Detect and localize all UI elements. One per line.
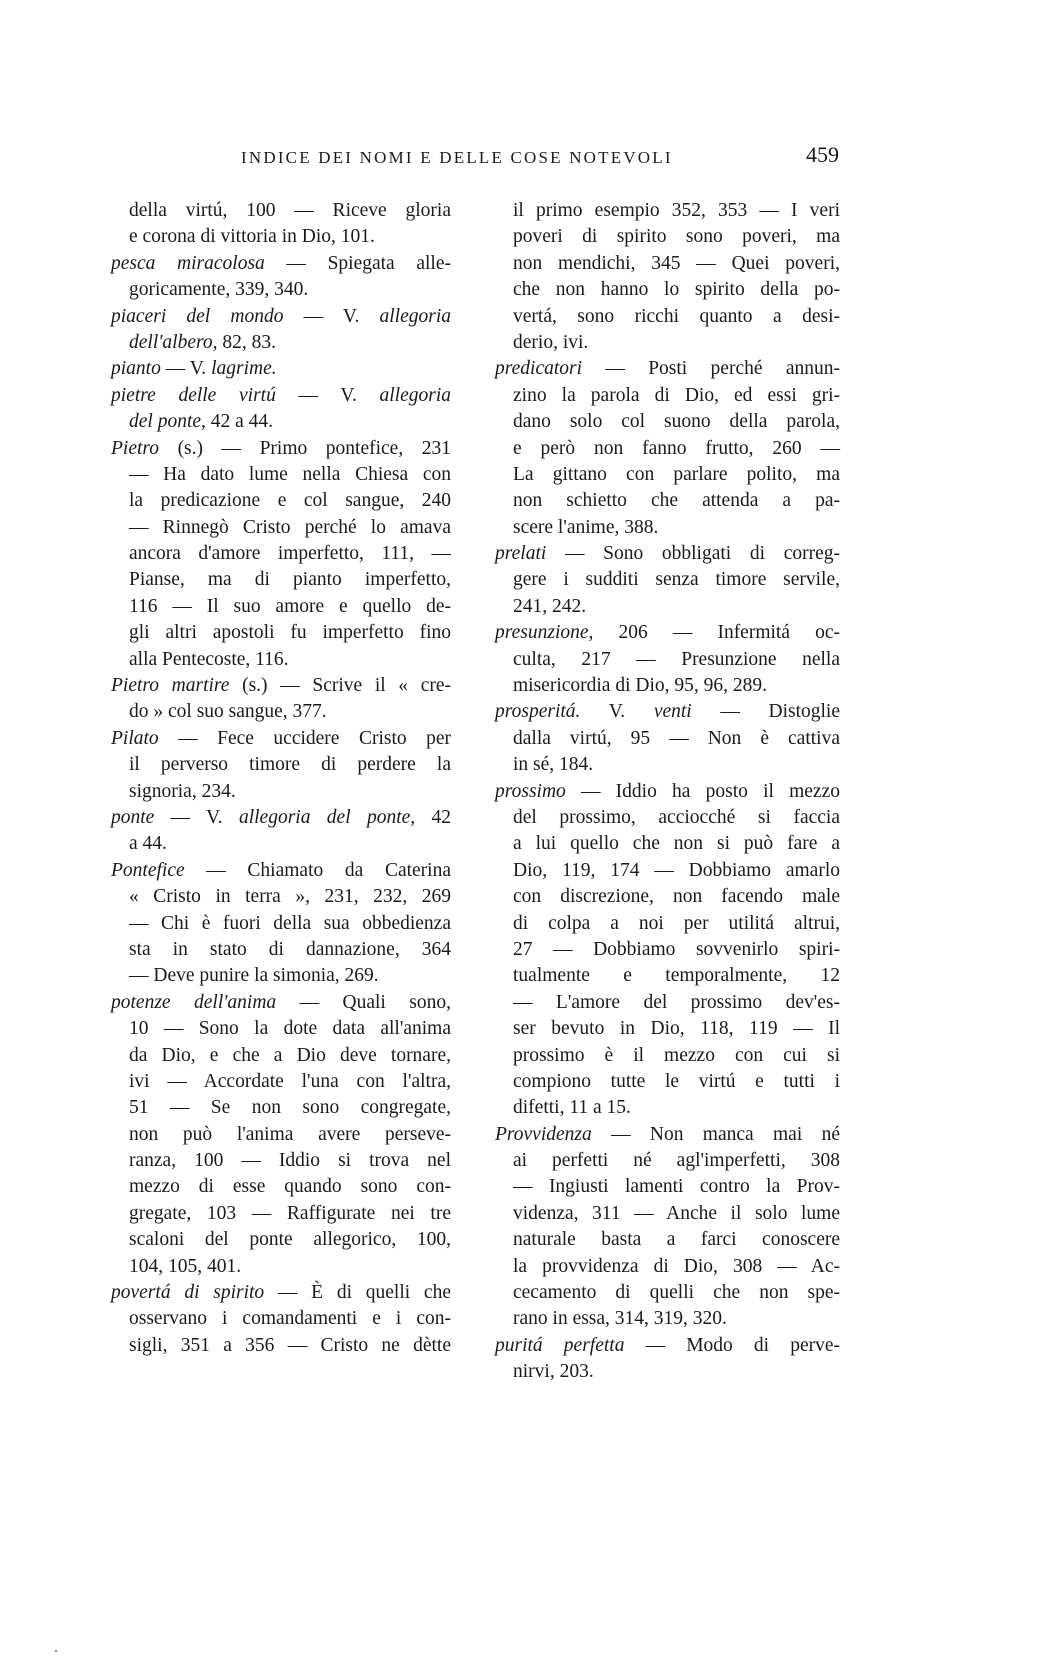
index-line bbox=[495, 937, 840, 963]
index-text: gli altri apostoli fu imperfetto fino bbox=[129, 622, 451, 644]
index-entry-line bbox=[111, 673, 451, 699]
index-line bbox=[111, 1306, 451, 1332]
index-term: dell'albero, bbox=[129, 331, 218, 353]
index-text: dano solo col suono della parola, bbox=[513, 411, 840, 433]
index-line bbox=[111, 541, 451, 567]
index-entry-line bbox=[495, 1122, 840, 1148]
index-line bbox=[111, 937, 451, 963]
index-term: Pilato bbox=[111, 727, 159, 749]
index-entry-line bbox=[111, 251, 451, 277]
index-term: Provvidenza bbox=[495, 1123, 592, 1145]
index-line bbox=[111, 1095, 451, 1121]
index-text: ser bevuto in Dio, 118, 119 — Il bbox=[513, 1018, 840, 1040]
index-text: naturale basta a farci conoscere bbox=[513, 1229, 840, 1251]
index-text: non mendichi, 345 — Quei poveri, bbox=[513, 252, 840, 274]
index-line bbox=[495, 224, 840, 250]
index-line bbox=[111, 1016, 451, 1042]
index-line bbox=[495, 304, 840, 330]
index-entry-line bbox=[495, 779, 840, 805]
index-entry-line bbox=[111, 383, 451, 409]
index-text: con discrezione, non facendo male bbox=[513, 886, 840, 908]
index-line bbox=[111, 752, 451, 778]
index-line bbox=[495, 831, 840, 857]
index-line bbox=[495, 726, 840, 752]
index-text: — Rinnegò Cristo perché lo amava bbox=[129, 516, 451, 538]
index-text: 241, 242. bbox=[513, 595, 587, 617]
index-text: della virtú, 100 — Riceve gloria bbox=[129, 200, 451, 221]
index-term: Pontefice bbox=[111, 859, 185, 881]
index-text: difetti, 11 a 15. bbox=[513, 1097, 631, 1119]
index-line bbox=[495, 911, 840, 937]
index-text: da Dio, e che a Dio deve tornare, bbox=[129, 1044, 451, 1066]
index-text: 27 — Dobbiamo sovvenirlo spiri- bbox=[513, 938, 840, 960]
index-text: — Spiegata alle- bbox=[264, 252, 451, 274]
index-term: del ponte, bbox=[129, 411, 206, 433]
index-entry-line bbox=[111, 805, 451, 831]
index-entry-line bbox=[111, 436, 451, 462]
index-text: misericordia di Dio, 95, 96, 289. bbox=[513, 675, 768, 697]
index-text: — Ingiusti lamenti contro la Prov- bbox=[513, 1176, 840, 1198]
index-text: vertá, sono ricchi quanto a desi- bbox=[513, 305, 840, 327]
index-term: prelati bbox=[495, 543, 547, 565]
index-line bbox=[495, 567, 840, 593]
index-text: poveri di spirito sono poveri, ma bbox=[513, 226, 840, 248]
index-line bbox=[495, 1174, 840, 1200]
index-text: — Posti perché annun- bbox=[582, 358, 840, 380]
index-term: lagrime. bbox=[211, 358, 277, 380]
index-text: in sé, 184. bbox=[513, 754, 594, 776]
index-text: non può l'anima avere perseve- bbox=[129, 1123, 451, 1145]
index-text: e però non fanno frutto, 260 — bbox=[513, 437, 840, 459]
index-text: — È di quelli che bbox=[264, 1282, 451, 1304]
index-column-right bbox=[495, 198, 840, 1386]
scan-speck bbox=[55, 1650, 57, 1652]
index-line bbox=[495, 1227, 840, 1253]
index-entry-line bbox=[495, 699, 840, 725]
index-text: prossimo è il mezzo con cui si bbox=[513, 1044, 840, 1066]
index-line bbox=[495, 990, 840, 1016]
index-line bbox=[111, 1333, 451, 1359]
index-term: piaceri del mondo bbox=[111, 305, 284, 327]
index-line bbox=[111, 1148, 451, 1174]
index-text: — V. bbox=[283, 305, 380, 327]
index-text: la provvidenza di Dio, 308 — Ac- bbox=[513, 1255, 840, 1277]
index-entry-line bbox=[111, 990, 451, 1016]
index-line bbox=[111, 567, 451, 593]
index-line bbox=[495, 330, 840, 356]
index-text: Pianse, ma di pianto imperfetto, bbox=[129, 569, 451, 591]
index-term: prosperitá. bbox=[495, 701, 581, 723]
index-text: culta, 217 — Presunzione nella bbox=[513, 648, 840, 670]
index-line bbox=[495, 1359, 840, 1385]
index-line bbox=[495, 1306, 840, 1332]
index-text: la predicazione e col sangue, 240 bbox=[129, 490, 451, 512]
index-text: — Distoglie bbox=[691, 701, 841, 723]
index-line bbox=[111, 1254, 451, 1280]
index-term: venti bbox=[653, 701, 692, 723]
index-term: pietre delle virtú bbox=[111, 384, 276, 406]
index-text: La gittano con parlare polito, ma bbox=[513, 463, 840, 485]
index-line bbox=[111, 911, 451, 937]
index-text: 10 — Sono la dote data all'anima bbox=[129, 1018, 451, 1040]
index-text: V. bbox=[580, 701, 654, 723]
index-line bbox=[495, 198, 840, 224]
index-text: mezzo di esse quando sono con- bbox=[129, 1176, 451, 1198]
index-text: il primo esempio 352, 353 — I veri bbox=[513, 200, 840, 221]
index-line bbox=[495, 805, 840, 831]
index-line bbox=[495, 594, 840, 620]
index-text: il perverso timore di perdere la bbox=[129, 754, 451, 776]
index-line bbox=[495, 1043, 840, 1069]
index-text: gregate, 103 — Raffigurate nei tre bbox=[129, 1202, 451, 1224]
index-text: videnza, 311 — Anche il solo lume bbox=[513, 1202, 840, 1224]
index-line bbox=[111, 963, 451, 989]
index-text: 42 a 44. bbox=[205, 411, 274, 433]
index-text: rano in essa, 314, 319, 320. bbox=[513, 1308, 727, 1330]
index-entry-line bbox=[495, 620, 840, 646]
index-text: nirvi, 203. bbox=[513, 1361, 594, 1383]
index-text: a 44. bbox=[129, 833, 167, 855]
index-text: — Non manca mai né bbox=[591, 1123, 840, 1145]
index-line bbox=[495, 673, 840, 699]
index-term: povertá di spirito bbox=[111, 1282, 265, 1304]
index-line bbox=[495, 963, 840, 989]
index-line bbox=[495, 436, 840, 462]
index-text: derio, ivi. bbox=[513, 331, 589, 353]
index-line bbox=[111, 462, 451, 488]
index-line bbox=[495, 1016, 840, 1042]
index-text: scere l'anime, 388. bbox=[513, 516, 659, 538]
index-text: zino la parola di Dio, ed essi gri- bbox=[513, 384, 840, 406]
index-text: 42 bbox=[415, 806, 451, 828]
page-number: 459 bbox=[806, 142, 839, 167]
index-line bbox=[495, 1148, 840, 1174]
index-text: « Cristo in terra », 231, 232, 269 bbox=[129, 886, 451, 908]
index-text: — Iddio ha posto il mezzo bbox=[565, 780, 840, 802]
index-term: potenze dell'anima bbox=[111, 991, 277, 1013]
index-line bbox=[495, 647, 840, 673]
index-text: 104, 105, 401. bbox=[129, 1255, 242, 1277]
index-text: (s.) — Primo pontefice, 231 bbox=[159, 437, 451, 459]
index-text: ai perfetti né agl'imperfetti, 308 bbox=[513, 1150, 840, 1172]
index-text: — V. bbox=[275, 384, 380, 406]
index-line bbox=[495, 1069, 840, 1095]
index-line bbox=[495, 858, 840, 884]
index-text: sigli, 351 a 356 — Cristo ne dètte bbox=[129, 1334, 451, 1356]
index-text: — Modo di perve- bbox=[624, 1334, 840, 1356]
index-line bbox=[495, 383, 840, 409]
index-text: — L'amore del prossimo dev'es- bbox=[513, 991, 840, 1013]
index-line bbox=[111, 594, 451, 620]
index-line bbox=[111, 1174, 451, 1200]
index-text: — Quali sono, bbox=[276, 991, 451, 1013]
index-text: che non hanno lo spirito della po- bbox=[513, 279, 840, 301]
index-line bbox=[111, 779, 451, 805]
index-text: gere i sudditi senza timore servile, bbox=[513, 569, 840, 591]
index-text: osservano i comandamenti e i con- bbox=[129, 1308, 451, 1330]
index-line bbox=[495, 1280, 840, 1306]
index-text: sta in stato di dannazione, 364 bbox=[129, 938, 451, 960]
index-text: ranza, 100 — Iddio si trova nel bbox=[129, 1150, 451, 1172]
index-text: scaloni del ponte allegorico, 100, bbox=[129, 1229, 451, 1251]
index-term: prossimo bbox=[495, 780, 566, 802]
index-line bbox=[111, 1227, 451, 1253]
index-text: ivi — Accordate l'una con l'altra, bbox=[129, 1070, 451, 1092]
index-entry-line bbox=[495, 1333, 840, 1359]
index-line bbox=[495, 515, 840, 541]
index-entry-line bbox=[111, 356, 451, 382]
index-line bbox=[111, 884, 451, 910]
index-column-left bbox=[111, 198, 451, 1359]
index-line bbox=[495, 462, 840, 488]
index-term: allegoria bbox=[379, 305, 452, 327]
index-text: — Chi è fuori della sua obbedienza bbox=[129, 912, 451, 934]
index-line bbox=[111, 198, 451, 224]
index-term: puritá perfetta bbox=[495, 1334, 625, 1356]
index-text: — V. bbox=[154, 806, 239, 828]
index-text: 51 — Se non sono congregate, bbox=[129, 1097, 451, 1119]
index-term: pianto bbox=[111, 358, 161, 380]
index-line bbox=[111, 224, 451, 250]
index-entry-line bbox=[111, 1280, 451, 1306]
index-term: predicatori bbox=[495, 358, 583, 380]
index-line bbox=[111, 330, 451, 356]
index-text: dalla virtú, 95 — Non è cattiva bbox=[513, 727, 840, 749]
index-line bbox=[111, 488, 451, 514]
index-term: Pietro bbox=[111, 437, 160, 459]
index-line bbox=[111, 409, 451, 435]
index-text: 116 — Il suo amore e quello de- bbox=[129, 595, 451, 617]
index-text: — Chiamato da Caterina bbox=[184, 859, 451, 881]
index-line bbox=[111, 699, 451, 725]
index-text: 82, 83. bbox=[217, 331, 276, 353]
index-line bbox=[495, 277, 840, 303]
index-text: goricamente, 339, 340. bbox=[129, 279, 309, 301]
index-text: — Ha dato lume nella Chiesa con bbox=[129, 463, 451, 485]
index-text: tualmente e temporalmente, 12 bbox=[513, 965, 840, 987]
index-line bbox=[111, 831, 451, 857]
index-text: (s.) — Scrive il « cre- bbox=[229, 675, 452, 697]
index-text: signoria, 234. bbox=[129, 780, 236, 802]
index-text: compiono tutte le virtú e tutti i bbox=[513, 1070, 840, 1092]
index-line bbox=[111, 647, 451, 673]
index-term: ponte bbox=[111, 806, 155, 828]
index-line bbox=[495, 752, 840, 778]
index-term: pesca miracolosa bbox=[111, 252, 265, 274]
index-line bbox=[495, 409, 840, 435]
index-entry-line bbox=[495, 541, 840, 567]
index-text: e corona di vittoria in Dio, 101. bbox=[129, 226, 375, 248]
index-text: — V. bbox=[160, 358, 212, 380]
index-text: di colpa a noi per utilitá altrui, bbox=[513, 912, 840, 934]
index-line bbox=[495, 251, 840, 277]
index-text: cecamento di quelli che non spe- bbox=[513, 1282, 840, 1304]
index-line bbox=[111, 1069, 451, 1095]
index-term: allegoria del ponte, bbox=[238, 806, 416, 828]
index-term: presunzione, bbox=[495, 622, 594, 644]
index-entry-line bbox=[495, 356, 840, 382]
index-text: del prossimo, acciocché si faccia bbox=[513, 806, 840, 828]
running-title: INDICE DEI NOMI E DELLE COSE NOTEVOLI bbox=[241, 148, 673, 167]
index-text: a lui quello che non si può fare a bbox=[513, 833, 840, 855]
index-entry-line bbox=[111, 858, 451, 884]
index-line bbox=[495, 1095, 840, 1121]
index-text: non schietto che attenda a pa- bbox=[513, 490, 840, 512]
index-line bbox=[111, 620, 451, 646]
index-entry-line bbox=[111, 726, 451, 752]
index-entry-line bbox=[111, 304, 451, 330]
index-line bbox=[111, 277, 451, 303]
index-text: — Fece uccidere Cristo per bbox=[158, 727, 451, 749]
index-text: Dio, 119, 174 — Dobbiamo amarlo bbox=[513, 859, 840, 881]
index-text: — Deve punire la simonia, 269. bbox=[129, 965, 379, 987]
index-line bbox=[495, 488, 840, 514]
page-header bbox=[0, 138, 1058, 174]
index-text: ancora d'amore imperfetto, 111, — bbox=[129, 543, 451, 565]
index-line bbox=[111, 515, 451, 541]
index-text: 206 — Infermitá oc- bbox=[593, 622, 840, 644]
index-line bbox=[111, 1122, 451, 1148]
index-text: do » col suo sangue, 377. bbox=[129, 701, 327, 723]
index-term: allegoria bbox=[379, 384, 451, 406]
index-line bbox=[495, 1201, 840, 1227]
index-text: alla Pentecoste, 116. bbox=[129, 648, 289, 670]
index-line bbox=[111, 1043, 451, 1069]
index-text: — Sono obbligati di correg- bbox=[546, 543, 840, 565]
index-term: Pietro martire bbox=[111, 675, 230, 697]
index-line bbox=[495, 884, 840, 910]
index-line bbox=[495, 1254, 840, 1280]
index-line bbox=[111, 1201, 451, 1227]
